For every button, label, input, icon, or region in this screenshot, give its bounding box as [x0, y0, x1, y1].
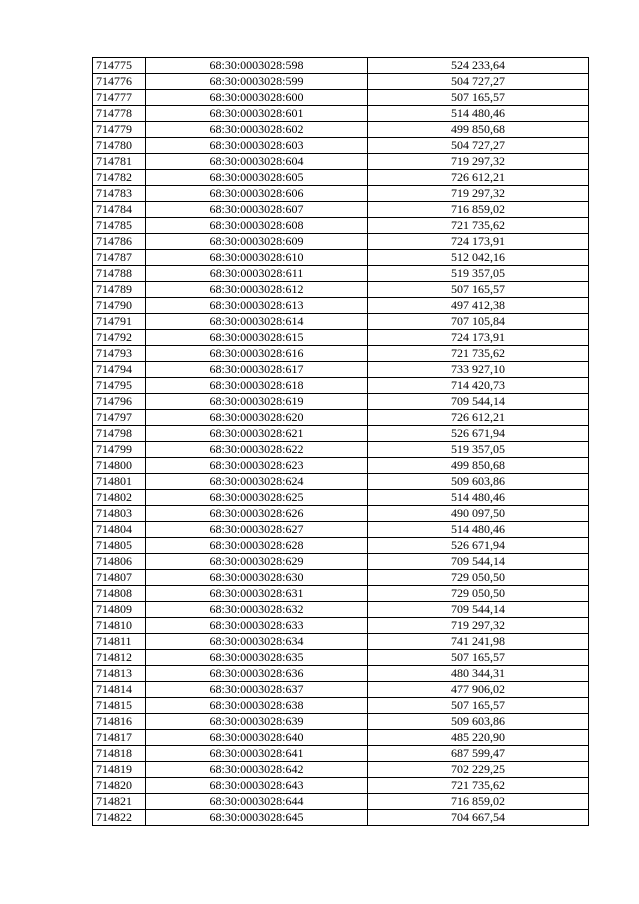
value-cell: 499 850,68 — [368, 122, 589, 138]
table-row — [93, 618, 589, 634]
row-id-cell: 714783 — [93, 186, 146, 202]
value-cell: 507 165,57 — [368, 650, 589, 666]
table-row — [93, 58, 589, 74]
row-id-cell: 714792 — [93, 330, 146, 346]
table-row — [93, 810, 589, 826]
row-id-cell: 714801 — [93, 474, 146, 490]
table-row — [93, 298, 589, 314]
row-id-cell: 714806 — [93, 554, 146, 570]
row-id-cell: 714793 — [93, 346, 146, 362]
value-cell: 721 735,62 — [368, 778, 589, 794]
row-id-cell: 714804 — [93, 522, 146, 538]
table-row — [93, 458, 589, 474]
cadastral-number-cell: 68:30:0003028:618 — [146, 378, 368, 394]
row-id-cell: 714809 — [93, 602, 146, 618]
row-id-cell: 714790 — [93, 298, 146, 314]
table-row — [93, 554, 589, 570]
value-cell: 709 544,14 — [368, 602, 589, 618]
row-id-cell: 714778 — [93, 106, 146, 122]
value-cell: 514 480,46 — [368, 522, 589, 538]
table-row — [93, 282, 589, 298]
table-row — [93, 682, 589, 698]
row-id-cell: 714791 — [93, 314, 146, 330]
cadastral-number-cell: 68:30:0003028:625 — [146, 490, 368, 506]
value-cell: 526 671,94 — [368, 426, 589, 442]
table-row — [93, 186, 589, 202]
value-cell: 514 480,46 — [368, 106, 589, 122]
value-cell: 719 297,32 — [368, 618, 589, 634]
row-id-cell: 714819 — [93, 762, 146, 778]
value-cell: 526 671,94 — [368, 538, 589, 554]
value-cell: 729 050,50 — [368, 570, 589, 586]
table-row — [93, 74, 589, 90]
row-id-cell: 714816 — [93, 714, 146, 730]
cadastral-number-cell: 68:30:0003028:626 — [146, 506, 368, 522]
value-cell: 721 735,62 — [368, 218, 589, 234]
cadastral-number-cell: 68:30:0003028:635 — [146, 650, 368, 666]
cadastral-number-cell: 68:30:0003028:609 — [146, 234, 368, 250]
row-id-cell: 714795 — [93, 378, 146, 394]
cadastral-number-cell: 68:30:0003028:640 — [146, 730, 368, 746]
cadastral-number-cell: 68:30:0003028:628 — [146, 538, 368, 554]
value-cell: 512 042,16 — [368, 250, 589, 266]
value-cell: 477 906,02 — [368, 682, 589, 698]
table-row — [93, 602, 589, 618]
table-row — [93, 394, 589, 410]
row-id-cell: 714821 — [93, 794, 146, 810]
table-row — [93, 266, 589, 282]
cadastral-number-cell: 68:30:0003028:610 — [146, 250, 368, 266]
cadastral-number-cell: 68:30:0003028:611 — [146, 266, 368, 282]
table-row — [93, 154, 589, 170]
value-cell: 733 927,10 — [368, 362, 589, 378]
cadastral-number-cell: 68:30:0003028:631 — [146, 586, 368, 602]
row-id-cell: 714799 — [93, 442, 146, 458]
row-id-cell: 714815 — [93, 698, 146, 714]
cadastral-number-cell: 68:30:0003028:602 — [146, 122, 368, 138]
row-id-cell: 714803 — [93, 506, 146, 522]
row-id-cell: 714810 — [93, 618, 146, 634]
row-id-cell: 714794 — [93, 362, 146, 378]
row-id-cell: 714798 — [93, 426, 146, 442]
table-row — [93, 378, 589, 394]
cadastral-number-cell: 68:30:0003028:600 — [146, 90, 368, 106]
cadastral-number-cell: 68:30:0003028:630 — [146, 570, 368, 586]
cadastral-number-cell: 68:30:0003028:615 — [146, 330, 368, 346]
cadastral-number-cell: 68:30:0003028:616 — [146, 346, 368, 362]
cadastral-number-cell: 68:30:0003028:603 — [146, 138, 368, 154]
table-row — [93, 778, 589, 794]
table-row — [93, 410, 589, 426]
row-id-cell: 714802 — [93, 490, 146, 506]
cadastral-number-cell: 68:30:0003028:643 — [146, 778, 368, 794]
cadastral-number-cell: 68:30:0003028:636 — [146, 666, 368, 682]
cadastral-number-cell: 68:30:0003028:604 — [146, 154, 368, 170]
value-cell: 507 165,57 — [368, 698, 589, 714]
cadastral-number-cell: 68:30:0003028:614 — [146, 314, 368, 330]
table-row — [93, 442, 589, 458]
value-cell: 716 859,02 — [368, 202, 589, 218]
cadastral-number-cell: 68:30:0003028:601 — [146, 106, 368, 122]
cadastral-number-cell: 68:30:0003028:633 — [146, 618, 368, 634]
row-id-cell: 714808 — [93, 586, 146, 602]
value-cell: 519 357,05 — [368, 442, 589, 458]
cadastral-number-cell: 68:30:0003028:605 — [146, 170, 368, 186]
row-id-cell: 714787 — [93, 250, 146, 266]
table-row — [93, 506, 589, 522]
row-id-cell: 714813 — [93, 666, 146, 682]
table-row — [93, 490, 589, 506]
row-id-cell: 714781 — [93, 154, 146, 170]
table-row — [93, 650, 589, 666]
value-cell: 524 233,64 — [368, 58, 589, 74]
table-row — [93, 250, 589, 266]
cadastral-number-cell: 68:30:0003028:627 — [146, 522, 368, 538]
cadastral-number-cell: 68:30:0003028:621 — [146, 426, 368, 442]
table-row — [93, 314, 589, 330]
row-id-cell: 714777 — [93, 90, 146, 106]
cadastral-number-cell: 68:30:0003028:623 — [146, 458, 368, 474]
row-id-cell: 714814 — [93, 682, 146, 698]
table-row — [93, 666, 589, 682]
cadastral-number-cell: 68:30:0003028:607 — [146, 202, 368, 218]
table-row — [93, 122, 589, 138]
row-id-cell: 714784 — [93, 202, 146, 218]
row-id-cell: 714788 — [93, 266, 146, 282]
value-cell: 729 050,50 — [368, 586, 589, 602]
cadastral-number-cell: 68:30:0003028:637 — [146, 682, 368, 698]
table-row — [93, 746, 589, 762]
table-row — [93, 474, 589, 490]
value-cell: 726 612,21 — [368, 170, 589, 186]
cadastral-number-cell: 68:30:0003028:644 — [146, 794, 368, 810]
data-table — [92, 57, 589, 826]
value-cell: 719 297,32 — [368, 186, 589, 202]
value-cell: 709 544,14 — [368, 554, 589, 570]
row-id-cell: 714775 — [93, 58, 146, 74]
row-id-cell: 714782 — [93, 170, 146, 186]
cadastral-number-cell: 68:30:0003028:624 — [146, 474, 368, 490]
cadastral-number-cell: 68:30:0003028:638 — [146, 698, 368, 714]
row-id-cell: 714785 — [93, 218, 146, 234]
table-row — [93, 234, 589, 250]
cadastral-number-cell: 68:30:0003028:599 — [146, 74, 368, 90]
table-row — [93, 522, 589, 538]
table-row — [93, 570, 589, 586]
value-cell: 497 412,38 — [368, 298, 589, 314]
row-id-cell: 714818 — [93, 746, 146, 762]
cadastral-number-cell: 68:30:0003028:606 — [146, 186, 368, 202]
value-cell: 485 220,90 — [368, 730, 589, 746]
table-row — [93, 218, 589, 234]
value-cell: 504 727,27 — [368, 138, 589, 154]
cadastral-number-cell: 68:30:0003028:620 — [146, 410, 368, 426]
row-id-cell: 714805 — [93, 538, 146, 554]
cadastral-number-cell: 68:30:0003028:608 — [146, 218, 368, 234]
table-row — [93, 586, 589, 602]
row-id-cell: 714807 — [93, 570, 146, 586]
value-cell: 490 097,50 — [368, 506, 589, 522]
table-row — [93, 730, 589, 746]
value-cell: 716 859,02 — [368, 794, 589, 810]
value-cell: 704 667,54 — [368, 810, 589, 826]
row-id-cell: 714822 — [93, 810, 146, 826]
value-cell: 687 599,47 — [368, 746, 589, 762]
table-row — [93, 426, 589, 442]
value-cell: 702 229,25 — [368, 762, 589, 778]
cadastral-number-cell: 68:30:0003028:645 — [146, 810, 368, 826]
cadastral-number-cell: 68:30:0003028:629 — [146, 554, 368, 570]
row-id-cell: 714797 — [93, 410, 146, 426]
cadastral-number-cell: 68:30:0003028:612 — [146, 282, 368, 298]
value-cell: 709 544,14 — [368, 394, 589, 410]
value-cell: 719 297,32 — [368, 154, 589, 170]
cadastral-number-cell: 68:30:0003028:617 — [146, 362, 368, 378]
cadastral-number-cell: 68:30:0003028:641 — [146, 746, 368, 762]
table-row — [93, 362, 589, 378]
value-cell: 714 420,73 — [368, 378, 589, 394]
value-cell: 480 344,31 — [368, 666, 589, 682]
row-id-cell: 714812 — [93, 650, 146, 666]
cadastral-number-cell: 68:30:0003028:632 — [146, 602, 368, 618]
table-row — [93, 762, 589, 778]
table-row — [93, 538, 589, 554]
row-id-cell: 714796 — [93, 394, 146, 410]
row-id-cell: 714800 — [93, 458, 146, 474]
table-row — [93, 346, 589, 362]
row-id-cell: 714789 — [93, 282, 146, 298]
table-row — [93, 138, 589, 154]
table-row — [93, 90, 589, 106]
table-row — [93, 698, 589, 714]
value-cell: 721 735,62 — [368, 346, 589, 362]
value-cell: 499 850,68 — [368, 458, 589, 474]
cadastral-number-cell: 68:30:0003028:619 — [146, 394, 368, 410]
table-row — [93, 794, 589, 810]
table-body — [93, 58, 589, 826]
table-row — [93, 714, 589, 730]
value-cell: 509 603,86 — [368, 474, 589, 490]
table-row — [93, 170, 589, 186]
cadastral-number-cell: 68:30:0003028:613 — [146, 298, 368, 314]
value-cell: 741 241,98 — [368, 634, 589, 650]
value-cell: 519 357,05 — [368, 266, 589, 282]
value-cell: 724 173,91 — [368, 234, 589, 250]
value-cell: 707 105,84 — [368, 314, 589, 330]
row-id-cell: 714817 — [93, 730, 146, 746]
cadastral-number-cell: 68:30:0003028:639 — [146, 714, 368, 730]
row-id-cell: 714780 — [93, 138, 146, 154]
row-id-cell: 714820 — [93, 778, 146, 794]
cadastral-number-cell: 68:30:0003028:622 — [146, 442, 368, 458]
table-row — [93, 330, 589, 346]
cadastral-number-cell: 68:30:0003028:642 — [146, 762, 368, 778]
value-cell: 726 612,21 — [368, 410, 589, 426]
table-row — [93, 106, 589, 122]
table-row — [93, 202, 589, 218]
row-id-cell: 714786 — [93, 234, 146, 250]
value-cell: 507 165,57 — [368, 282, 589, 298]
cadastral-number-cell: 68:30:0003028:634 — [146, 634, 368, 650]
table-row — [93, 634, 589, 650]
cadastral-number-cell: 68:30:0003028:598 — [146, 58, 368, 74]
value-cell: 724 173,91 — [368, 330, 589, 346]
row-id-cell: 714779 — [93, 122, 146, 138]
value-cell: 509 603,86 — [368, 714, 589, 730]
row-id-cell: 714811 — [93, 634, 146, 650]
value-cell: 507 165,57 — [368, 90, 589, 106]
value-cell: 514 480,46 — [368, 490, 589, 506]
row-id-cell: 714776 — [93, 74, 146, 90]
value-cell: 504 727,27 — [368, 74, 589, 90]
